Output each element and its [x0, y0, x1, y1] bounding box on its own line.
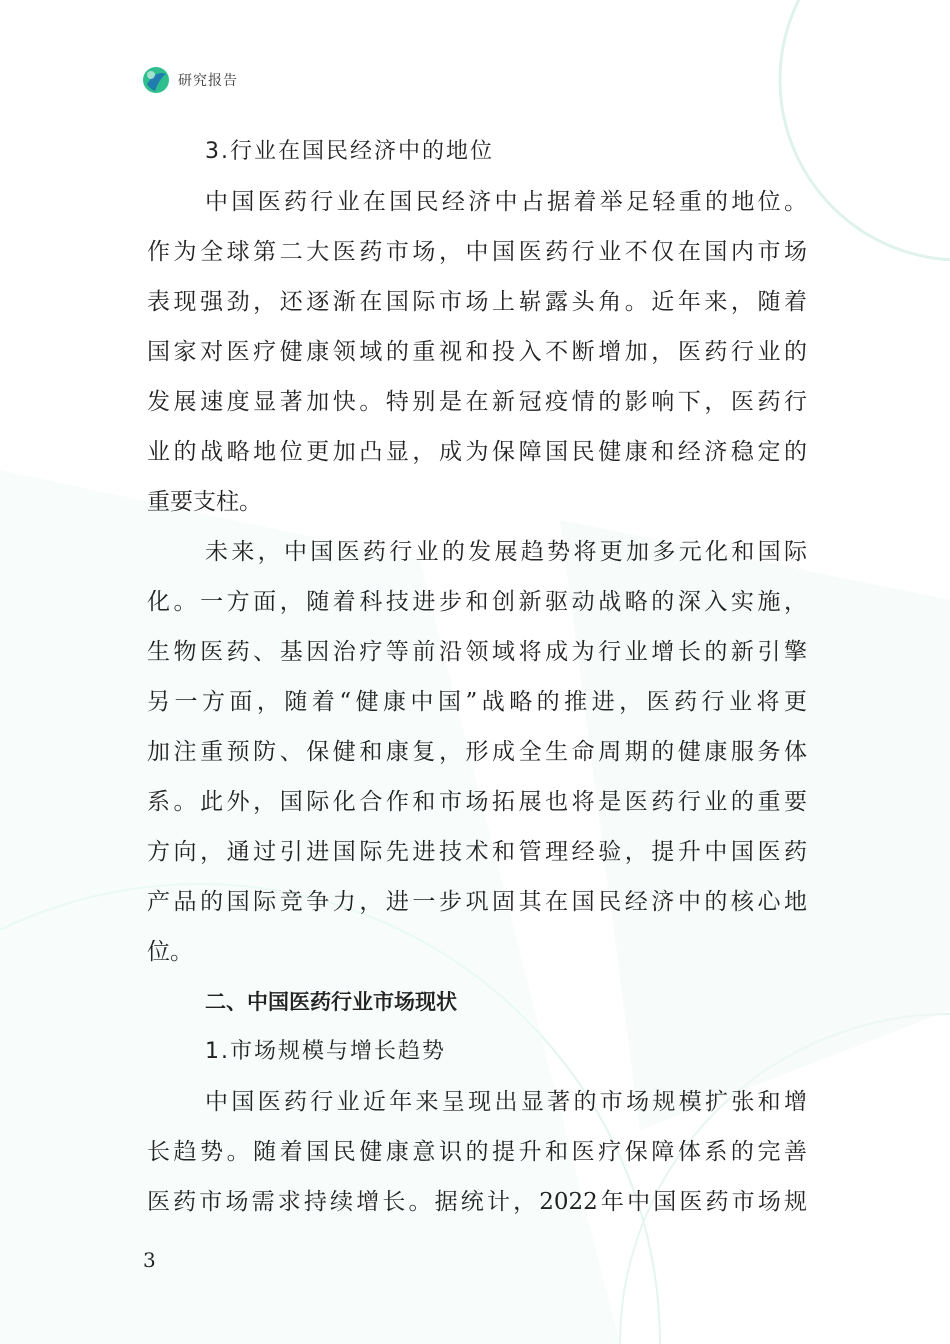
paragraph-line: 另一方面，随着“健康中国”战略的推进，医药行业将更: [147, 689, 807, 715]
paragraph-line: 方向，通过引进国际先进技术和管理经验，提升中国医药: [147, 839, 807, 865]
paragraph-line: 医药市场需求持续增长。据统计，2022年中国医药市场规: [147, 1189, 807, 1215]
paragraph-line: 表现强劲，还逐渐在国际市场上崭露头角。近年来，随着: [147, 289, 807, 315]
paragraph-line: 产品的国际竞争力，进一步巩固其在国民经济中的核心地: [147, 889, 807, 915]
paragraph-line: 中国医药行业在国民经济中占据着举足轻重的地位。: [205, 189, 807, 215]
paragraph-line: 中国医药行业近年来呈现出显著的市场规模扩张和增: [205, 1089, 807, 1115]
paragraph: [147, 1077, 807, 1227]
paragraph: [147, 527, 807, 977]
section-heading: 1.市场规模与增长趋势: [205, 1039, 446, 1064]
paragraph-line: 生物医药、基因治疗等前沿领域将成为行业增长的新引擎: [147, 639, 807, 665]
paragraph-line: 重要支柱。: [147, 489, 262, 515]
paragraph-line: 未来，中国医药行业的发展趋势将更加多元化和国际: [205, 539, 807, 565]
paragraph: [147, 177, 807, 527]
paragraph-line: 业的战略地位更加凸显，成为保障国民健康和经济稳定的: [147, 439, 807, 465]
document-body: [147, 127, 807, 1227]
brand-logo-icon: [142, 66, 170, 94]
page-number: 3: [143, 1248, 156, 1272]
chapter-heading: 二、中国医药行业市场现状: [205, 990, 457, 1014]
paragraph-line: 化。一方面，随着科技进步和创新驱动战略的深入实施，: [147, 589, 807, 615]
paragraph-line: 作为全球第二大医药市场，中国医药行业不仅在国内市场: [147, 239, 807, 265]
paragraph-line: 发展速度显著加快。特别是在新冠疫情的影响下，医药行: [147, 389, 807, 415]
paragraph-line: 国家对医疗健康领域的重视和投入不断增加，医药行业的: [147, 339, 807, 365]
paragraph-line: 系。此外，国际化合作和市场拓展也将是医药行业的重要: [147, 789, 807, 815]
paragraph-line: 加注重预防、保健和康复，形成全生命周期的健康服务体: [147, 739, 807, 765]
paragraph-line: 长趋势。随着国民健康意识的提升和医疗保障体系的完善: [147, 1139, 807, 1165]
paragraph-line: 位。: [147, 939, 193, 965]
brand-label: 研究报告: [178, 73, 238, 89]
section-heading: 3.行业在国民经济中的地位: [205, 139, 494, 164]
report-header: [142, 66, 238, 94]
